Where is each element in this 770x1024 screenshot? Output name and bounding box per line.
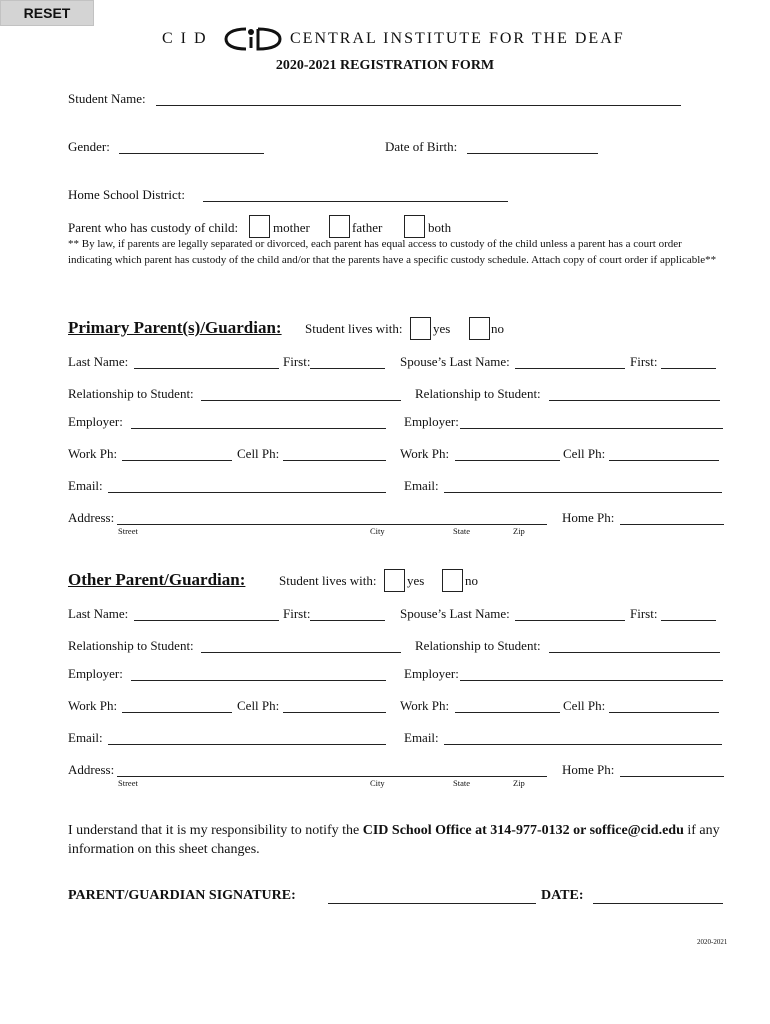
other-parent-heading: Other Parent/Guardian: [68,570,246,589]
state-caption: State [453,778,470,788]
form-title: 2020-2021 REGISTRATION FORM [275,58,495,73]
email-label: Email: [68,478,103,493]
street-caption: Street [118,778,138,788]
notification-statement [68,821,748,859]
first-name-label: First: [283,606,311,621]
employer-label: Employer: [68,414,123,429]
spouse-relationship-field[interactable] [549,386,720,401]
no-label: no [465,573,478,588]
district-label: Home School District: [68,187,185,202]
spouse-email-label: Email: [404,730,439,745]
spouse-last-name-field[interactable] [515,354,625,369]
custody-note: ** By law, if parents are legally separated or divorced, each parent has equal access to custody of the child unless a parent has a court order indicating which parent has custody of the child and/or that the parents have a specific custody schedule. Attach copy of court order if applicable** [68,238,717,266]
primary-parent-section [0,317,770,547]
cid-logo-icon [224,26,282,52]
spouse-cell-phone-label: Cell Ph: [563,446,606,461]
spouse-relationship-label: Relationship to Student: [415,386,541,401]
home-phone-field[interactable] [620,510,724,525]
address-field[interactable] [117,762,547,777]
reset-button[interactable]: RESET [0,0,94,26]
home-phone-label: Home Ph: [562,510,615,525]
mother-checkbox[interactable] [249,215,270,238]
last-name-field[interactable] [134,354,279,369]
lives-with-label: Student lives with: [305,321,403,336]
lives-with-yes-checkbox[interactable] [384,569,405,592]
yes-label: yes [407,573,425,588]
city-caption: City [370,526,385,536]
footer-code: 2020-2021 [697,938,728,946]
date-field[interactable] [593,888,723,904]
lives-with-no-checkbox[interactable] [469,317,490,340]
spouse-last-name-label: Spouse’s Last Name: [400,606,510,621]
home-phone-field[interactable] [620,762,724,777]
spouse-relationship-label: Relationship to Student: [415,638,541,653]
relationship-label: Relationship to Student: [68,386,194,401]
work-phone-field[interactable] [122,698,232,713]
last-name-field[interactable] [134,606,279,621]
work-phone-label: Work Ph: [68,698,118,713]
first-name-field[interactable] [310,606,385,621]
spouse-relationship-field[interactable] [549,638,720,653]
address-label: Address: [68,762,115,777]
signature-field[interactable] [328,888,536,904]
signature-label: PARENT/GUARDIAN SIGNATURE: [68,888,296,903]
primary-parent-heading: Primary Parent(s)/Guardian: [68,318,282,337]
home-phone-label: Home Ph: [562,762,615,777]
statement-text-end: if any information on this sheet changes. [68,823,720,857]
relationship-label: Relationship to Student: [68,638,194,653]
school-office-contact: CID School Office at 314-977-0132 or soffice@cid.edu [362,823,684,838]
cell-phone-field[interactable] [283,698,386,713]
spouse-last-name-field[interactable] [515,606,625,621]
relationship-field[interactable] [201,638,401,653]
employer-field[interactable] [131,666,386,681]
employer-field[interactable] [131,414,386,429]
no-label: no [491,321,504,336]
other-parent-section [0,569,770,799]
spouse-work-phone-field[interactable] [455,446,560,461]
date-label: DATE: [541,888,584,903]
last-name-label: Last Name: [68,606,129,621]
cell-phone-field[interactable] [283,446,386,461]
statement-text: I understand that it is my responsibility to notify the [68,823,363,838]
both-checkbox[interactable] [404,215,425,238]
dob-field[interactable] [467,139,598,154]
work-phone-label: Work Ph: [68,446,118,461]
spouse-last-name-label: Spouse’s Last Name: [400,354,510,369]
cell-phone-label: Cell Ph: [237,446,280,461]
cid-letters: C I D [162,30,208,47]
gender-field[interactable] [119,139,264,154]
email-label: Email: [68,730,103,745]
spouse-cell-phone-label: Cell Ph: [563,698,606,713]
spouse-email-field[interactable] [444,730,722,745]
student-name-label: Student Name: [68,91,146,106]
email-field[interactable] [108,730,386,745]
lives-with-label: Student lives with: [279,573,377,588]
mother-label: mother [273,220,310,235]
spouse-first-name-field[interactable] [661,606,716,621]
first-name-field[interactable] [310,354,385,369]
address-label: Address: [68,510,115,525]
spouse-employer-label: Employer: [404,414,459,429]
zip-caption: Zip [513,778,525,788]
spouse-employer-label: Employer: [404,666,459,681]
work-phone-field[interactable] [122,446,232,461]
father-checkbox[interactable] [329,215,350,238]
both-label: both [428,220,452,235]
spouse-employer-field[interactable] [460,414,723,429]
custody-label: Parent who has custody of child: [68,220,239,235]
org-name: CENTRAL INSTITUTE FOR THE DEAF [290,30,625,47]
spouse-first-name-label: First: [630,606,658,621]
spouse-work-phone-label: Work Ph: [400,698,450,713]
street-caption: Street [118,526,138,536]
father-label: father [352,220,383,235]
employer-label: Employer: [68,666,123,681]
lives-with-no-checkbox[interactable] [442,569,463,592]
yes-label: yes [433,321,451,336]
state-caption: State [453,526,470,536]
zip-caption: Zip [513,526,525,536]
spouse-work-phone-label: Work Ph: [400,446,450,461]
gender-label: Gender: [68,139,110,154]
spouse-cell-phone-field[interactable] [609,698,719,713]
district-field[interactable] [203,187,508,202]
spouse-email-label: Email: [404,478,439,493]
lives-with-yes-checkbox[interactable] [410,317,431,340]
spouse-first-name-label: First: [630,354,658,369]
student-name-field[interactable] [156,91,681,106]
email-field[interactable] [108,478,386,493]
dob-label: Date of Birth: [385,139,458,154]
spouse-cell-phone-field[interactable] [609,446,719,461]
address-field[interactable] [117,510,547,525]
cell-phone-label: Cell Ph: [237,698,280,713]
relationship-field[interactable] [201,386,401,401]
spouse-first-name-field[interactable] [661,354,716,369]
first-name-label: First: [283,354,311,369]
spouse-email-field[interactable] [444,478,722,493]
last-name-label: Last Name: [68,354,129,369]
city-caption: City [370,778,385,788]
spouse-employer-field[interactable] [460,666,723,681]
spouse-work-phone-field[interactable] [455,698,560,713]
